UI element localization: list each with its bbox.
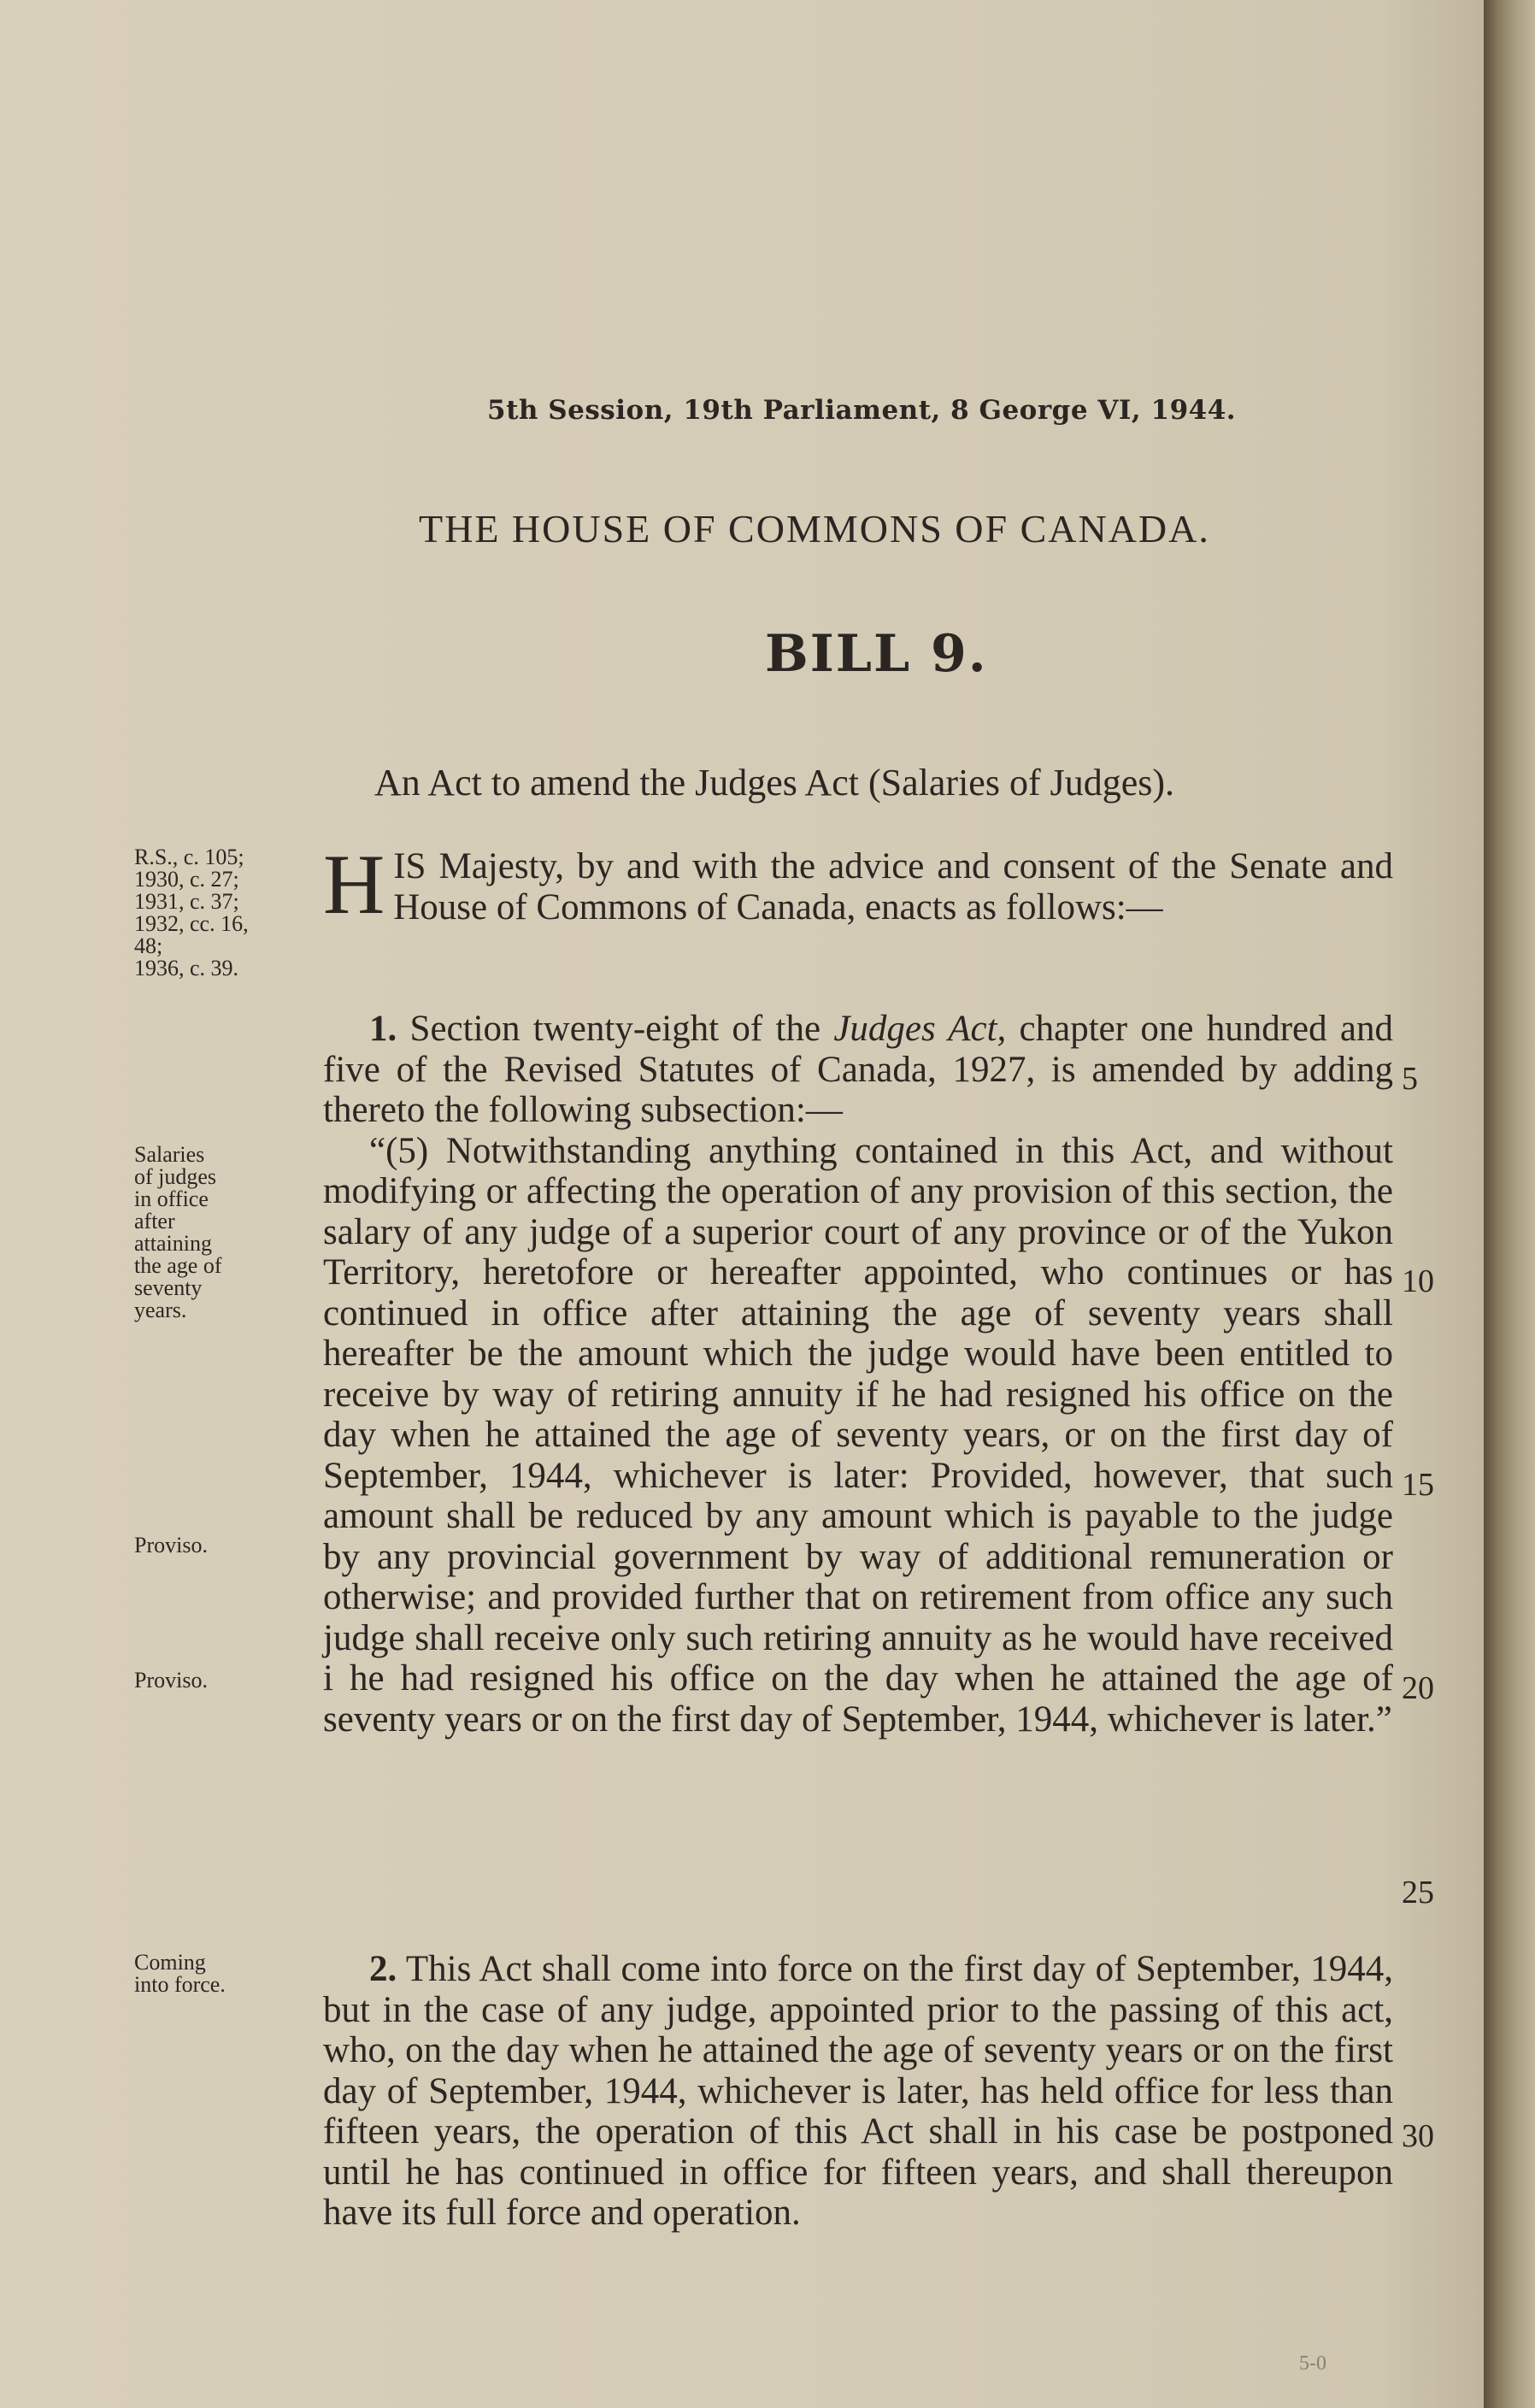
margin-salaries-note xyxy=(134,1144,279,1322)
margin-proviso-2: Proviso. xyxy=(134,1668,208,1693)
note-line: years. xyxy=(134,1298,187,1322)
line-number: 20 xyxy=(1402,1670,1434,1706)
citation-line: 1936, c. 39. xyxy=(134,956,239,980)
citation-line: 1932, cc. 16, xyxy=(134,911,249,936)
note-line: after xyxy=(134,1209,175,1233)
book-spine-edge xyxy=(1484,0,1535,2408)
citation-line: R.S., c. 105; xyxy=(134,845,244,869)
section-1-text-cont: chapter one hundred and five of the Revised Statutes of Canada, 1927, is amended by adding thereto the following subsection:— xyxy=(323,1009,1393,1130)
note-line: of judges xyxy=(134,1164,217,1189)
session-line: 5th Session, 19th Parliament, 8 George VI, 1944. xyxy=(487,395,1237,426)
section-1-intro xyxy=(323,1009,1393,1131)
section-2-text: This Act shall come into force on the first day of September, 1944, but in the case of any judge, appointed prior to the passing of this act, who, on the day when he attained the age of seventy years or on the first day of September, 1944, whichever is later, has held office for less than fifteen years, the operation of this Act shall in his case be postponed until he has continued in office for fifteen years, and shall thereupon have its full force and operation. xyxy=(323,1949,1393,2233)
footer-mark: 5-0 xyxy=(1299,2352,1326,2375)
margin-citations xyxy=(134,846,279,980)
line-number: 25 xyxy=(1402,1875,1434,1911)
act-name-italic: Judges Act, xyxy=(833,1009,1007,1049)
enacting-text: IS Majesty, by and with the advice and consent of the Senate and House of Commons of Canada, enacts as follows:— xyxy=(393,846,1393,927)
line-number: 5 xyxy=(1402,1061,1418,1097)
note-line: in office xyxy=(134,1186,209,1211)
line-number: 15 xyxy=(1402,1467,1434,1503)
note-line: Coming xyxy=(134,1950,206,1975)
line-number: 10 xyxy=(1402,1263,1434,1299)
subsection-5: “(5) Notwithstanding anything contained in this Act, and without modifying or affecting the operation of any provision of this section, the salary of any judge of a superior court of any province or of the Yukon Territory, heretofore or hereafter appointed, who continues or has continued in office after attaining the age of seventy years shall hereafter be the amount which the judge would have been entitled to receive by way of retiring annuity if he had resigned his office on the day when he attained the age of seventy years, or on the first day of September, 1944, whichever is later: Provided, however, that such amount shall be reduced by any amount which is payable to the judge by any provincial government by way of additional remuneration or otherwise; and provided further that on retirement from office any such judge shall receive only such retiring annuity as he would have received i he had resigned his office on the day when he attained the age of seventy years or on the first day of September, 1944, whichever is later.” xyxy=(323,1130,1393,1740)
note-line: seventy xyxy=(134,1275,203,1300)
section-2-paragraph xyxy=(323,1949,1393,2234)
note-line: into force. xyxy=(134,1972,226,1997)
line-number: 30 xyxy=(1402,2118,1434,2154)
citation-line: 1930, c. 27; xyxy=(134,867,239,892)
house-heading: THE HOUSE OF COMMONS OF CANADA. xyxy=(419,507,1210,550)
note-line: the age of xyxy=(134,1253,222,1278)
note-line: Salaries xyxy=(134,1142,205,1167)
section-1 xyxy=(323,1009,1393,1740)
section-number: 2. xyxy=(369,1949,397,1989)
section-number: 1. xyxy=(369,1009,397,1049)
margin-coming-into-force xyxy=(134,1952,279,1996)
act-title: An Act to amend the Judges Act (Salaries of Judges). xyxy=(374,762,1175,804)
enacting-clause xyxy=(323,837,1393,932)
bill-number: BILL 9. xyxy=(765,624,988,684)
margin-proviso-1: Proviso. xyxy=(134,1533,208,1557)
section-1-text: Section twenty-eight of the xyxy=(409,1009,834,1049)
section-2 xyxy=(323,1949,1393,2234)
citation-line: 48; xyxy=(134,933,163,958)
drop-cap: H xyxy=(323,837,385,932)
citation-line: 1931, c. 37; xyxy=(134,889,239,914)
note-line: attaining xyxy=(134,1231,212,1256)
